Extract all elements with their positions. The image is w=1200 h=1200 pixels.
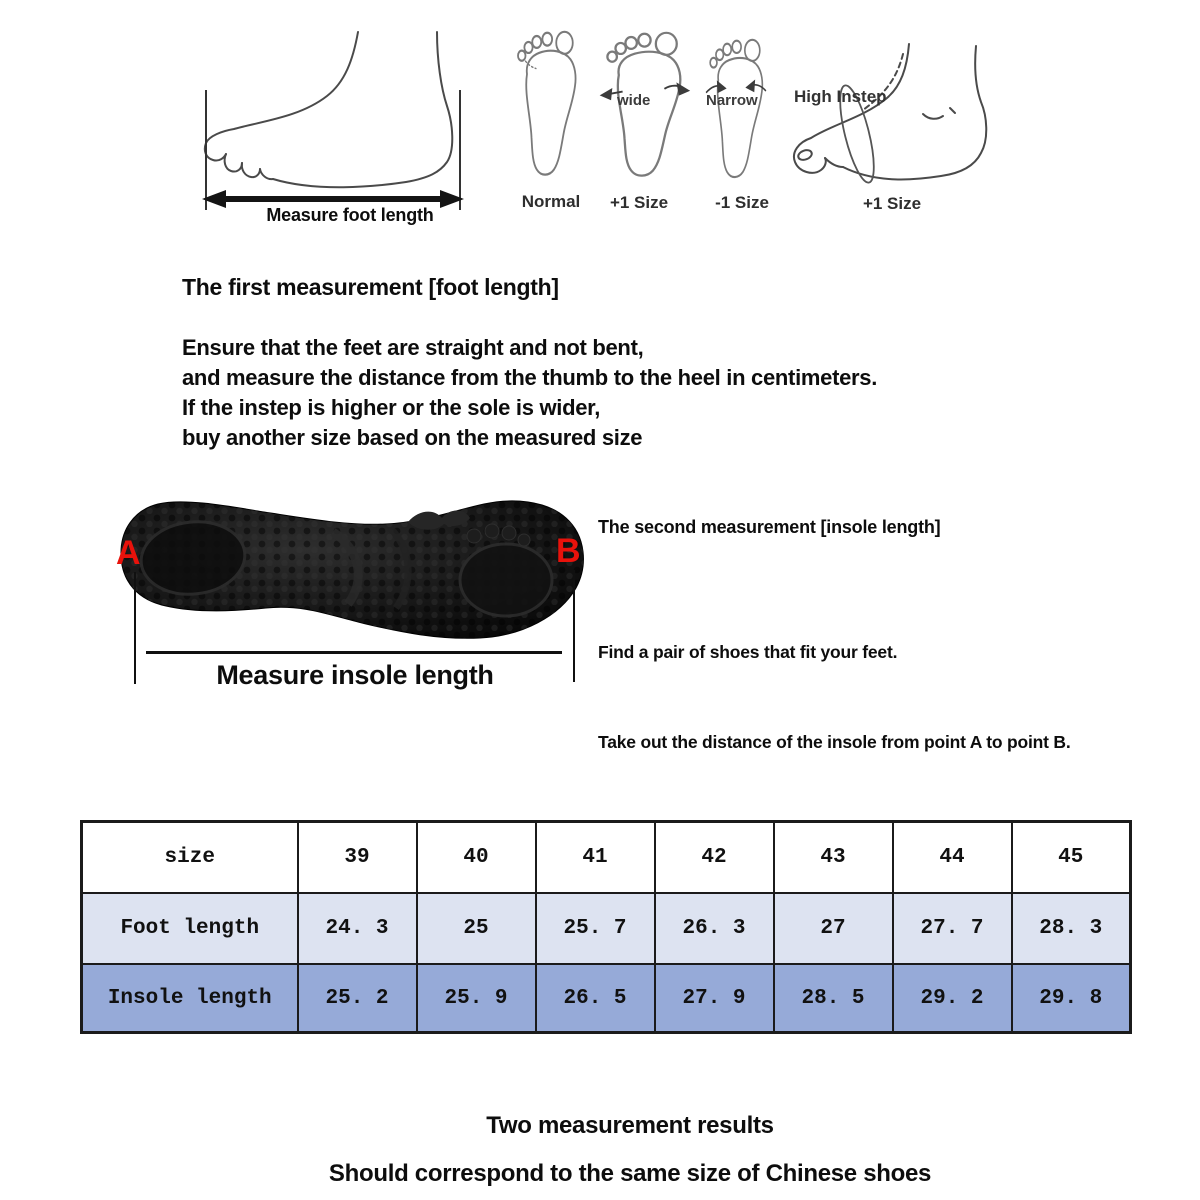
insole-length-cell: 29. 2 — [893, 964, 1012, 1033]
measure-foot-length-label: Measure foot length — [266, 205, 434, 225]
narrow-arrows-icon — [706, 81, 766, 92]
second-measurement-line: Unit in centimeters — [598, 822, 757, 842]
insole-length-row — [82, 964, 1131, 1033]
measure-insole-length-label: Measure insole length — [216, 660, 494, 690]
first-measurement-line: buy another size based on the measured size — [182, 425, 643, 450]
first-measurement-line: and measure the distance from the thumb to the heel in centimeters. — [182, 365, 878, 390]
wide-size-label: +1 Size — [609, 193, 669, 212]
insole-length-cell: 27. 9 — [655, 964, 774, 1033]
insole-length-cell: 29. 8 — [1012, 964, 1131, 1033]
foot-length-cell: 27 — [774, 893, 893, 964]
foot-length-measure-lines — [202, 90, 464, 210]
insole-length-cell: 28. 5 — [774, 964, 893, 1033]
high-instep-size-label: +1 Size — [862, 194, 922, 213]
insole-measure-line — [146, 651, 562, 654]
footer-line-1: Two measurement results — [486, 1112, 774, 1139]
size-column-cell: 39 — [298, 822, 417, 894]
measure-tick-b — [573, 570, 575, 682]
first-measurement-line: If the instep is higher or the sole is wider, — [182, 395, 601, 420]
foot-length-row-label: Foot length — [82, 893, 298, 964]
size-column-cell: 42 — [655, 822, 774, 894]
size-column-cell: 45 — [1012, 822, 1131, 894]
size-column-cell: 44 — [893, 822, 1012, 894]
size-table — [80, 820, 1132, 1034]
footprint-wide — [596, 31, 691, 187]
first-measurement-title: The first measurement [foot length] — [182, 274, 559, 300]
foot-length-cell: 28. 3 — [1012, 893, 1131, 964]
size-column-cell: 43 — [774, 822, 893, 894]
high-instep-foot-sketch — [787, 42, 993, 192]
size-header-cell: size — [82, 822, 298, 894]
foot-side-view-sketch — [188, 32, 478, 217]
foot-length-cell: 24. 3 — [298, 893, 417, 964]
point-a-marker: A — [116, 534, 141, 572]
narrow-size-label: -1 Size — [715, 193, 769, 212]
insole-length-cell: 25. 9 — [417, 964, 536, 1033]
point-b-marker: B — [556, 532, 581, 570]
high-instep-annotation: High Instep — [794, 87, 887, 106]
first-measurement-paragraph — [182, 333, 877, 453]
insole-length-cell: 26. 5 — [536, 964, 655, 1033]
insole-photo — [108, 488, 594, 660]
foot-length-cell: 27. 7 — [893, 893, 1012, 964]
insole-length-cell: 25. 2 — [298, 964, 417, 1033]
foot-length-cell: 26. 3 — [655, 893, 774, 964]
foot-length-cell: 25. 7 — [536, 893, 655, 964]
second-measurement-line: Take out the distance of the insole from point A to point B. — [598, 732, 1071, 752]
foot-length-cell: 25 — [417, 893, 536, 964]
wide-annotation: wide — [617, 92, 651, 109]
measure-tick-a — [134, 572, 136, 684]
size-column-cell: 41 — [536, 822, 655, 894]
footprint-narrow — [702, 38, 770, 188]
insole-length-row-label: Insole length — [82, 964, 298, 1033]
second-measurement-line: Find a pair of shoes that fit your feet. — [598, 642, 898, 662]
narrow-annotation: Narrow — [706, 92, 758, 109]
normal-size-label: Normal — [521, 192, 581, 211]
size-column-cell: 40 — [417, 822, 536, 894]
foot-length-row — [82, 893, 1131, 964]
footprint-normal — [509, 30, 584, 186]
footer-line-2: Should correspond to the same size of Chinese shoes — [328, 1160, 932, 1187]
second-measurement-title: The second measurement [insole length] — [598, 517, 941, 537]
size-table-header-row — [82, 822, 1131, 894]
first-measurement-line: Ensure that the feet are straight and not bent, — [182, 335, 644, 360]
